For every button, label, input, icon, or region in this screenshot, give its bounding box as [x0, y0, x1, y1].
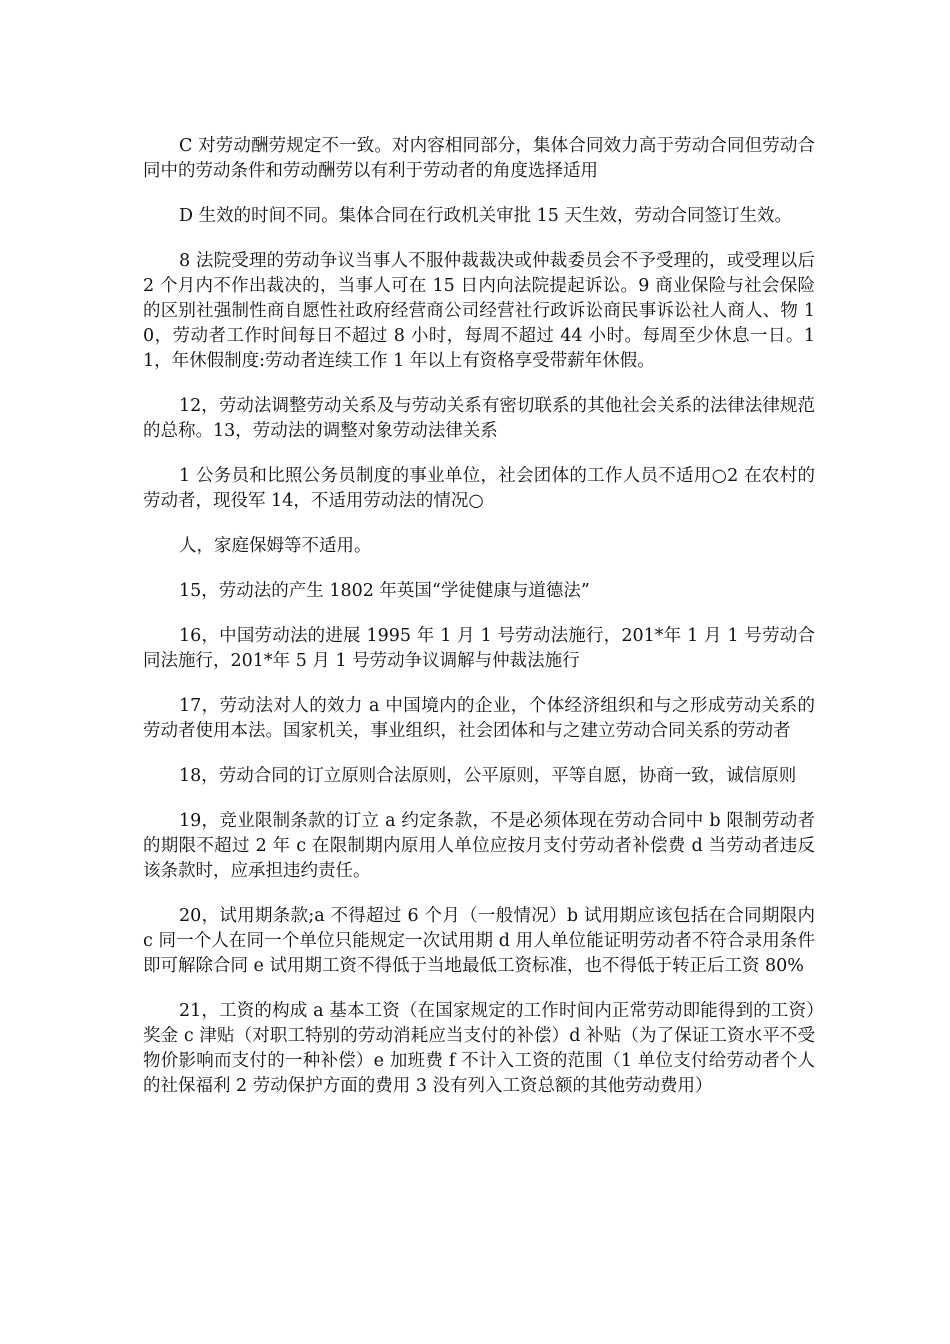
paragraph-19-non-compete: 19，竞业限制条款的订立 a 约定条款，不是必须体现在劳动合同中 b 限制劳动者的期限不超过 2 年 c 在限制期内原用人单位应按月支付劳动者补偿费 d 当劳动者违反该条款时，应承担违约责任。 [143, 811, 815, 881]
paragraph-12-13-labor-law-scope: 12，劳动法调整劳动关系及与劳动关系有密切联系的其他社会关系的法律法律规范的总称。13，劳动法的调整对象劳动法律关系 [143, 396, 815, 441]
paragraph-21-wage-composition: 21，工资的构成 a 基本工资（在国家规定的工作时间内正常劳动即能得到的工资）奖金 c 津贴（对职工特别的劳动消耗应当支付的补偿）d 补贴（为了保证工资水平不受物价影响而支付的一种补偿）e 加班费 f 不计入工资的范围（1 单位支付给劳动者个人的社保福利 2 劳动保护方面的费用 3 没有列入工资总额的其他劳动费用） [143, 1001, 815, 1096]
paragraph-8-11-litigation-hours: 8 法院受理的劳动争议当事人不服仲裁裁决或仲裁委员会不予受理的，或受理以后 2 个月内不作出裁决的，当事人可在 15 日内向法院提起诉讼。9 商业保险与社会保险的区别社强制性商自愿性社政府经营商公司经营社行政诉讼商民事诉讼社人商人、物 10，劳动者工作时间每日不超过 8 小时，每周不超过 44 小时。每周至少休息一日。11，年休假制度:劳动者连续工作 1 年以上有资格享受带薪年休假。 [143, 251, 815, 371]
paragraph-14-not-applicable: 1 公务员和比照公务员制度的事业单位，社会团体的工作人员不适用○2 在农村的劳动者，现役军 14，不适用劳动法的情况○ [143, 466, 815, 511]
paragraph-14-continued: 人，家庭保姆等不适用。 [179, 536, 372, 556]
paragraph-17-effect-on-persons: 17，劳动法对人的效力 a 中国境内的企业，个体经济组织和与之形成劳动关系的劳动者使用本法。国家机关，事业组织，社会团体和与之建立劳动合同关系的劳动者 [143, 696, 815, 741]
paragraph-d-effective-time: D 生效的时间不同。集体合同在行政机关审批 15 天生效，劳动合同签订生效。 [179, 206, 792, 226]
document-body [143, 134, 815, 1119]
paragraph-18-contract-principles: 18，劳动合同的订立原则合法原则，公平原则，平等自愿，协商一致，诚信原则 [179, 766, 797, 786]
paragraph-15-origin: 15，劳动法的产生 1802 年英国“学徒健康与道德法” [179, 581, 590, 601]
paragraph-20-probation: 20，试用期条款;a 不得超过 6 个月（一般情况）b 试用期应该包括在合同期限内 c 同一个人在同一个单位只能规定一次试用期 d 用人单位能证明劳动者不符合录用条件即可解除合同 e 试用期工资不得低于当地最低工资标准，也不得低于转正后工资 80% [143, 906, 815, 976]
paragraph-c-labor-pay: C 对劳动酬劳规定不一致。对内容相同部分，集体合同效力高于劳动合同但劳动合同中的劳动条件和劳动酬劳以有利于劳动者的角度选择适用 [143, 136, 815, 181]
paragraph-16-china-development: 16，中国劳动法的进展 1995 年 1 月 1 号劳动法施行，201*年 1 月 1 号劳动合同法施行，201*年 5 月 1 号劳动争议调解与仲裁法施行 [143, 626, 815, 671]
